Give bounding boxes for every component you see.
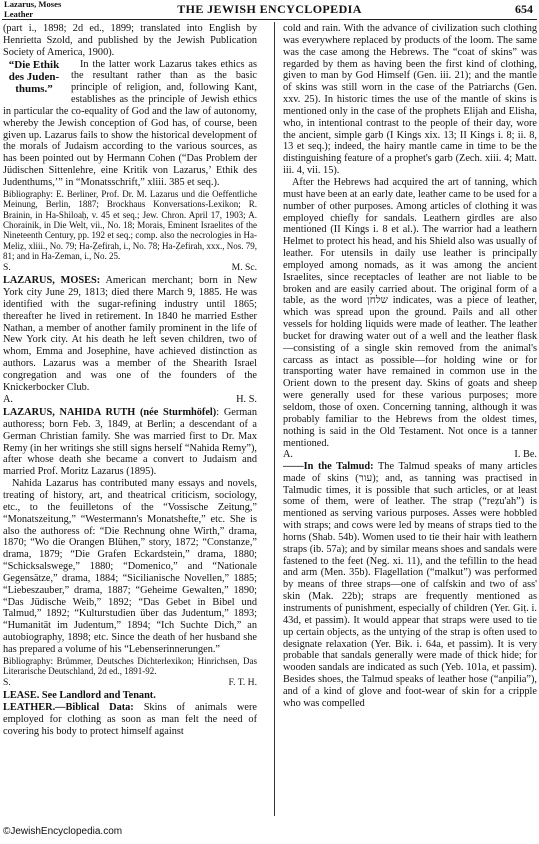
leather-paragraph-2: After the Hebrews had acquired the art of tanning, which must have been at an early date, leather came to be used for a number of other purposes. Among articles of clothing it was employed chiefly for sandals. Leathern girdles are also mentioned (II Kings i. 8 et al.). The warrior had a leathern Helmet to protect his head, and his Shield also was usually of leather. For utensils in daily use leather is principally employed among nomads, as it was among the ancient Israelites, since receptacles of leather are not liable to be broken and are easily carried about. The original form of a table, as the word שלחן indicates, was a piece of leather, which was spread upon the ground. Pails and all other vessels for holding liquids were made of leather. The leather bucket for drawing water out of a well and the leather flask—consisting of a single skin removed from the animal's carcass as intact as possible—for holding wine or for transporting water have remained in common use in the Orient down to the present day. Skins of goats and sheep were generally used for these various purposes; more seldom, those of oxen. Concerning tanning, although it was probably familiar to the Hebrews from the oldest times, nothing is said in the Old Testament. Not once is a tanner mentioned. [283, 176, 537, 449]
entry-lazarus-nahida: LAZARUS, NAHIDA RUTH (née Sturmhöfel): German authoress; born Feb. 3, 1849, at Berlin; a descendant of a German Christian family. She was married first to Dr. Max Remy (in her writings she still signs herself “Nahida Remy”), after whose death she became a convert to Judaism and married Prof. Moritz Lazarus (1895). [3, 407, 257, 478]
bibliography-nahida: Bibliography: Brümmer, Deutsches Dichterlexikon; Hinrichsen, Das Literarische Deutschland, 2d ed., 1891-92. [3, 655, 257, 677]
header-first-keyword: Lazarus, Moses [4, 0, 62, 9]
continued-paragraph: (part i., 1898; 2d ed., 1899; translated into English by Henrietta Szold, and published by the Jewish Publication Society of America, 1900). [3, 23, 257, 58]
author-signature: A. H. S. [3, 393, 257, 405]
entry-heading: LAZARUS, NAHIDA RUTH [3, 407, 136, 419]
entry-heading: LEATHER.—Biblical Data: [3, 701, 134, 713]
leather-paragraph-1: cold and rain. With the advance of civilization such clothing was everywhere replaced by products of the loom. The same was the case among the Hebrews. The “coat of skins” was regarded by them as having been the first kind of clothing, given to man by God Himself (Gen. iii. 21); and the mantle of skins was still worn in the case of the Patriarchs (Gen. xxv. 25). In historic times the use of the mantle of skins is mentioned only in the case of the prophets Elijah and Elisha, who, in intentional contrast to the people of their day, wore the ancient, simple garb (I Kings xix. 13; II Kings i. 8; ii. 8, 13 et seq.); indeed, the hairy mantle came in time to be the distinguishing feature of a prophet's garb (Zech. xiii. 4; Matt. iii. 4, vii. 15). [283, 23, 537, 177]
author-signature: S. M. Sc. [3, 261, 257, 273]
bibliography-lazarus-moritz: Bibliography: E. Berliner, Prof. Dr. M. Lazarus und die Oeffentliche Meinung, Berlin, 1887; Brockhaus Konversations-Lexikon; R. Brainin, in Ha-Shiloaḥ, v. 45 et seq.; Jew. Chron. April 17, 1903; A. Chorainik, in Die Welt, vii., No. 18; Morais, Eminent Israelites of the Nineteenth Century, pp. 192 et seq.; comp. also the necrologies in Ha-Meliẓ, xliii., No. 79; Ha-Ẓefirah, i., No. 78; Ha-Ẓefirah, xxx., Nos. 79, 81; and in Ha-Zeman, i., No. 25. [3, 188, 257, 262]
entry-leather: LEATHER.—Biblical Data: Skins of animals were employed for clothing as soon as man felt the need of covering his body to protect himself against [3, 701, 257, 737]
entry-lazarus-moses: LAZARUS, MOSES: American merchant; born in New York city June 29, 1813; died there March 9, 1885. He was identified with the sugar-refining industry until 1865; thereafter he lived in retirement. In 1840 he married Esther Nathan, a member of another family prominent in the life of New York city. At his death he left seven children, two of whom, Emma and Josephine, have achieved distinction as authors. Lazarus was a member of the Shearith Israel congregation and was one of the founders of the Knickerbocker Club. [3, 275, 257, 393]
copyright-footer: ©JewishEncyclopedia.com [3, 826, 123, 837]
page-number: 654 [515, 2, 533, 16]
header-last-keyword: Leather [4, 8, 34, 19]
entry-lease: LEASE. See Landlord and Tenant. [3, 690, 156, 702]
nahida-works-paragraph: Nahida Lazarus has contributed many essays and novels, treating of history, art, and theatrical criticism, sociology, etc., to the feuilletons of the “Vossische Zeitung,” “Monatszeitung,” “Westermann's Monatshefte,” etc. She is also the authoress of: “Die Rechnung ohne Wirth,” drama, 1870; “Wo die Orangen Blühen,” story, 1872; “Constanze,” drama, 1879; “Die Grafen Eckardstein,” drama, 1880; “Schicksalswege,” 1880; “Domenico,” and “Nationale Gegensätze,” drama, 1884; “Sicilianische Novellen,” 1885; “Liebeszauber,” drama, 1887; “Geheime Gewalten,” 1890; “Das Jüdische Weib,” 1892; “Das Gebet in Bibel und Talmud,” 1892; “Kulturstudien über das Judentum,” 1893; “Humanität im Judentum,” 1894; “Ich Suchte Dich,” an autobiography, 1898; etc. Since the death of her husband she has prepared a volume of his “Lebenserinnerungen.” [3, 478, 257, 655]
publication-title: THE JEWISH ENCYCLOPEDIA [177, 2, 362, 16]
author-signature: A. I. Be. [283, 449, 537, 461]
left-column [3, 23, 257, 815]
marginal-note: “Die Ethik des Judenthums.” [8, 58, 60, 95]
entry-heading: LAZARUS, MOSES: [3, 275, 101, 287]
talmud-section: ——In the Talmud: The Talmud speaks of many articles made of skins (עור); and, as tanning was practised in Talmudic times, it is possible that such articles, or at least some of them, were of leather. The strap (“reẓu'ah”) is mentioned as serving various purposes. Asses were hobbled with straps; and cows were led by means of straps tied to the horns (Shab. 54b). Women used to tie their hair with leathern straps (ib. 57a); and by similar means shoes and sandals were fastened to the feet (Neg. xi. 11), and the tefillin to the head and arm (Men. 35b). Flagellation (“malkut”) was performed by means of three straps—one of calfskin and two of ass' skin (Mak. 22b); straps are frequently mentioned as instruments of punishment, especially of children (Yer. Giṭ. i. 43d, et passim). It would appear that straps were used to tie up certain objects, as the untying of the strap is often used to designate relaxation (Yer. Bik. i. 64a, et passim). It is very probable that sandals generally were made of thick hide; for wooden sandals are indicated as such (Yeb. 101a, et passim). Besides shoes, the Talmud speaks of leather hose (“anpilia”), and of a kind of glove and foot-wear of skin for a cripple who was compelled [283, 460, 537, 709]
column-divider [274, 22, 275, 816]
author-signature: S. F. T. H. [3, 676, 257, 688]
right-column [283, 23, 537, 815]
ethics-paragraph: In the latter work Lazarus takes ethics as the resultant rather than as the basic principle of religion, and, following Kant, establishes as the principle of Jewish ethics in particular the co-equality of God and the law of autonomy, whereby the Jewish conception of God has, of course, been given up. Lazarus fails to show the historical development of the morals of Judaism according to the various sources, as has been pointed out by Hermann Cohen (“Das Problem der Jüdischen Sittenlehre, eine Kritik von Lazarus,’ Ethik des Judenthums,’” in “Monatsschrift,” xliii. 385 et seq.). [3, 58, 257, 188]
running-header [2, 0, 537, 20]
section-heading: ——In the Talmud: [283, 460, 374, 472]
